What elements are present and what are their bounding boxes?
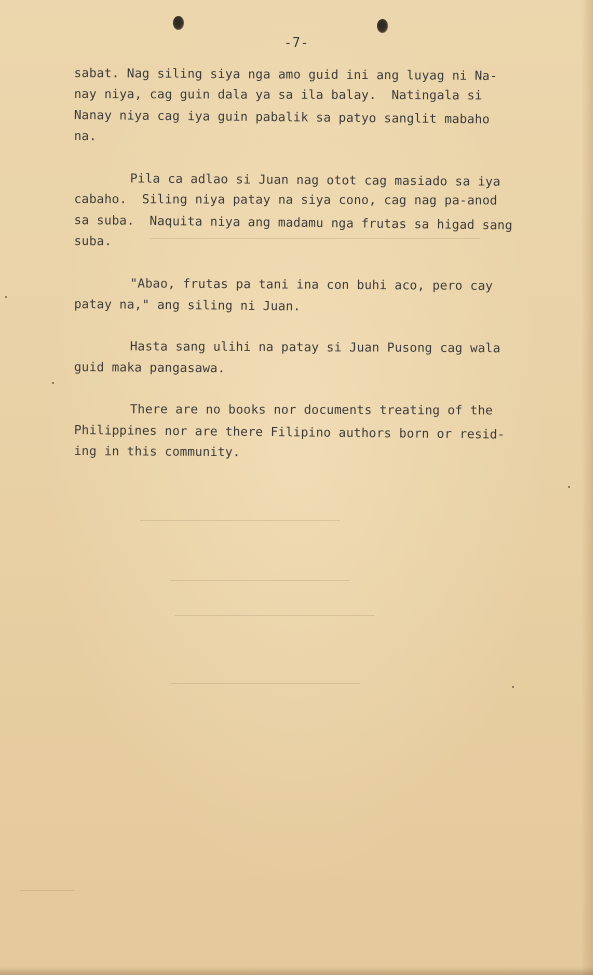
punch-hole-left	[173, 16, 184, 30]
text-line: nay niya, cag guin dala ya sa ila balay. Natingala si	[73, 86, 483, 103]
text-line: ing in this community.	[73, 443, 241, 460]
text-line: Philippines nor are there Filipino authors born or resid-	[73, 422, 505, 442]
bleed-through-mark	[150, 238, 480, 239]
page-number: -7-	[284, 36, 309, 51]
text-line: Pila ca adlao si Juan nag otot cag masiado sa iya	[129, 170, 501, 189]
speck	[52, 382, 54, 384]
text-line: Hasta sang ulihi na patay si Juan Pusong cag wala	[129, 338, 501, 356]
text-line: guid maka pangasawa.	[73, 359, 226, 376]
paper-edge-shadow	[581, 0, 593, 975]
paragraph	[74, 272, 529, 314]
typed-text-body	[74, 62, 529, 482]
paper-bottom-shadow	[0, 967, 593, 975]
text-line: cabaho. Siling niya patay na siya cono, cag nag pa-anod	[73, 191, 498, 208]
speck	[512, 686, 514, 688]
bleed-through-mark	[170, 580, 350, 581]
paragraph	[74, 62, 529, 146]
text-line: sa suba. Naquita niya ang madamu nga frutas sa higad sang	[73, 212, 513, 233]
text-line: Nanay niya cag iya guin pabalik sa patyo sanglit mabaho	[73, 107, 490, 127]
speck	[5, 296, 7, 298]
paragraph	[74, 335, 529, 377]
text-line: suba.	[73, 233, 112, 249]
speck	[568, 486, 570, 488]
text-line: na.	[73, 128, 97, 144]
text-line: patay na," ang siling ni Juan.	[73, 296, 301, 314]
text-line: There are no books nor documents treating of the	[129, 401, 493, 418]
bleed-through-mark	[20, 890, 75, 891]
bleed-through-mark	[175, 615, 375, 616]
punch-hole-right	[377, 19, 388, 33]
text-line: "Abao, frutas pa tani ina con buhi aco, pero cay	[129, 275, 493, 293]
paragraph	[74, 398, 529, 461]
bleed-through-mark	[140, 520, 340, 521]
bleed-through-mark	[170, 683, 360, 684]
text-line: sabat. Nag siling siya nga amo guid ini ang luyag ni Na-	[73, 65, 498, 83]
